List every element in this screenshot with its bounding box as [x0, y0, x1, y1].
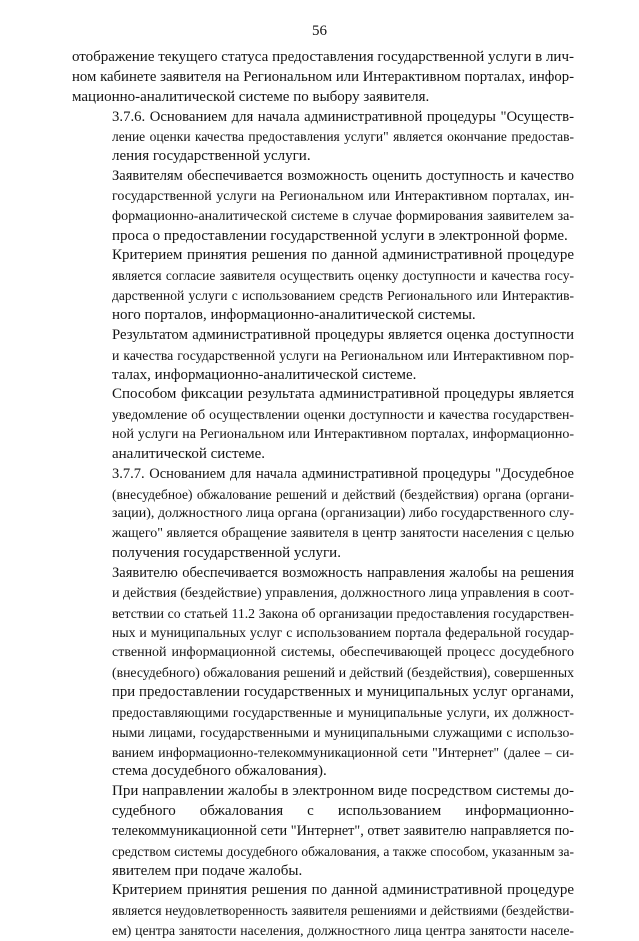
text-line: ем) центра занятости населения, должностного лица центра занятости населе-: [112, 923, 574, 939]
text-line: При направлении жалобы в электронном виде посредством системы до-: [112, 783, 574, 800]
paragraph: [72, 48, 574, 108]
text-line: Критерием принятия решения по данной административной процедуре: [112, 882, 574, 899]
document-body: [72, 48, 574, 941]
text-line: стема досудебного обжалования).: [112, 763, 327, 780]
text-line: при предоставлении государственных и муниципальных услуг органами,: [112, 684, 574, 700]
text-line: (внесудебного) обжалования решений и действий (бездействия), совершенных: [112, 665, 574, 681]
text-line: мационно-аналитической системе по выбору заявителя.: [72, 88, 430, 105]
text-line: Заявителю обеспечивается возможность направления жалобы на решения: [112, 564, 574, 581]
text-line: явителем при подаче жалобы.: [112, 862, 303, 879]
text-line: жащего" является обращение заявителя в центр занятости населения с целью: [112, 526, 575, 542]
paragraph: [72, 782, 574, 881]
text-line: является согласие заявителя осуществить оценку доступности и качества госу-: [112, 268, 574, 284]
paragraph: [72, 881, 574, 941]
text-line: ственной информационной системы, обеспечивающей процесс досудебного: [112, 645, 574, 661]
text-line: ными лицами, государственными и муниципальными служащими с использо-: [112, 724, 574, 740]
paragraph: [72, 465, 574, 564]
text-line: ветствии со статьей 11.2 Закона об организации предоставления государствен-: [112, 605, 574, 621]
text-line: аналитической системе.: [112, 445, 266, 462]
text-line: Способом фиксации результата административной процедуры является: [112, 386, 574, 403]
paragraph: [72, 564, 574, 782]
text-line: отображение текущего статуса предоставления государственной услуги в лич-: [72, 49, 574, 65]
text-line: 3.7.6. Основанием для начала административной процедуры "Осуществ-: [112, 108, 574, 125]
text-line: государственной услуги на Региональном или Интерактивном порталах, ин-: [112, 188, 574, 204]
text-line: предоставляющими государственные и муниципальные услуги, их должност-: [112, 704, 574, 720]
text-line: 3.7.7. Основанием для начала административной процедуры "Досудебное: [112, 465, 574, 482]
text-line: ных и муниципальных услуг с использованием портала федеральной государ-: [112, 625, 574, 641]
text-line: ванием информационно-телекоммуникационной сети "Интернет" (далее – си-: [112, 744, 574, 760]
text-line: ление оценки качества предоставления услуги" является окончание предостав-: [112, 129, 574, 145]
text-line: проса о предоставлении государственной услуги в электронной форме.: [112, 227, 568, 244]
page-number: 56: [312, 23, 327, 39]
text-line: является неудовлетворенность заявителя решениями и действиями (бездействи-: [112, 903, 574, 919]
paragraph: [72, 246, 574, 325]
text-line: зации), должностного лица органа (организации) либо государственного слу-: [112, 506, 575, 522]
text-line: дарственной услуги с использованием средств Регионального или Интерактив-: [112, 288, 574, 304]
text-line: талах, информационно-аналитической системе.: [112, 366, 417, 383]
text-line: Заявителям обеспечивается возможность оценить доступность и качество: [112, 168, 574, 185]
text-line: телекоммуникационной сети "Интернет", ответ заявителю направляется по-: [112, 822, 574, 839]
text-line: ном кабинете заявителя на Региональном или Интерактивном порталах, инфор-: [72, 68, 574, 85]
paragraph: [72, 385, 574, 464]
text-line: средством системы досудебного обжалования, а также способом, указанным за-: [112, 843, 574, 859]
paragraph: [72, 108, 574, 168]
text-line: уведомление об осуществлении оценки доступности и качества государствен-: [112, 407, 574, 423]
text-line: Результатом административной процедуры является оценка доступности: [112, 326, 574, 343]
text-line: получения государственной услуги.: [112, 545, 341, 562]
text-line: ления государственной услуги.: [112, 148, 311, 165]
paragraph: [72, 167, 574, 246]
paragraph: [72, 326, 574, 386]
text-line: и качества государственной услуги на Региональном или Интерактивном пор-: [112, 347, 574, 363]
text-line: ной услуги на Региональном или Интерактивном порталах, информационно-: [112, 427, 574, 443]
text-line: Критерием принятия решения по данной административной процедуре: [112, 247, 574, 264]
text-line: (внесудебное) обжалование решений и действий (бездействия) органа (органи-: [112, 486, 574, 502]
text-line: формационно-аналитической системе в случае формирования заявителем за-: [112, 208, 574, 224]
text-line: и действия (бездействие) управления, должностного лица управления в соот-: [112, 585, 574, 601]
text-line: ного порталов, информационно-аналитической системы.: [112, 306, 476, 323]
text-line: судебного обжалования с использованием информационно-: [112, 803, 574, 820]
